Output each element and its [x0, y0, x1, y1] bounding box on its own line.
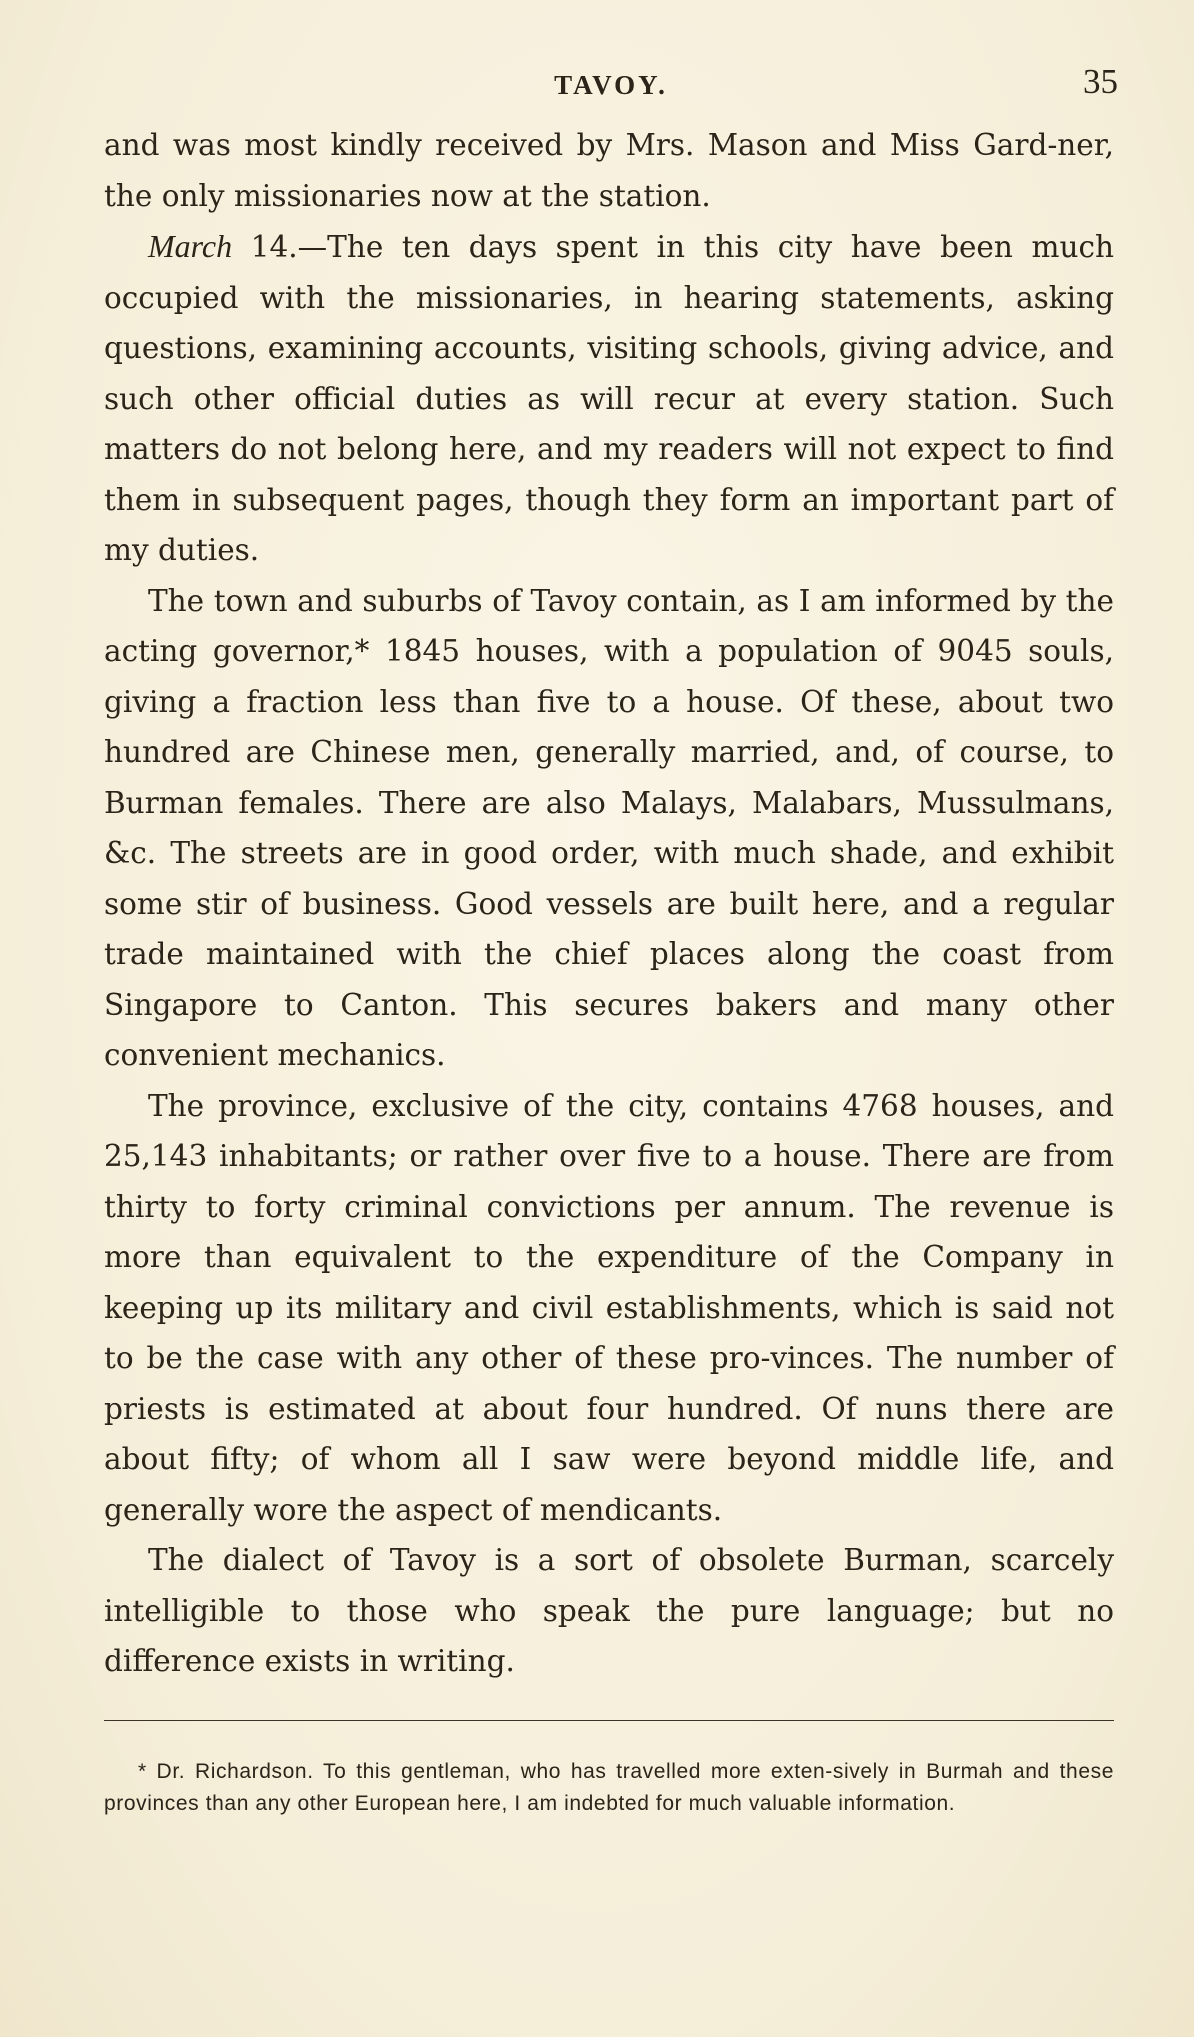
footnote-rule: [104, 1720, 1114, 1721]
paragraph-5: The dialect of Tavoy is a sort of obsolete Burman, scarcely intelligible to those who speak the pure language; but no difference exists in writing.: [104, 1543, 1114, 1678]
footnote: * Dr. Richardson. To this gentleman, who has travelled more exten-sively in Burmah and these provinces than any other European here, I am indebted for much valuable information.: [104, 1760, 1114, 1815]
running-title: TAVOY.: [554, 70, 668, 100]
paragraph-2-text: 14.—The ten days spent in this city have been much occupied with the missionaries, in hearing statements, asking questions, examining accounts, visiting schools, giving advice, and such other official duties as will recur at every station. Such matters do not belong here, and my readers will not expect to find them in subsequent pages, though they form an important part of my duties.: [104, 230, 1114, 567]
page-number: 35: [1083, 62, 1118, 101]
date-march: March: [148, 228, 233, 264]
running-head: [104, 62, 1118, 112]
body-text: [104, 120, 1114, 1687]
paragraph-1: and was most kindly received by Mrs. Mason and Miss Gard-ner, the only missionaries now at the station.: [104, 128, 1114, 213]
paragraph-4: The province, exclusive of the city, contains 4768 houses, and 25,143 inhabitants; or rather over five to a house. There are from thirty to forty criminal convictions per annum. The revenue is more than equivalent to the expenditure of the Company in keeping up its military and civil establishments, which is said not to be the case with any other of these pro-vinces. The number of priests is estimated at about four hundred. Of nuns there are about fifty; of whom all I saw were beyond middle life, and generally wore the aspect of mendicants.: [104, 1088, 1114, 1527]
paragraph-3: The town and suburbs of Tavoy contain, as I am informed by the acting governor,* 1845 houses, with a population of 9045 souls, giving a fraction less than five to a house. Of these, about two hundred are Chinese men, generally married, and, of course, to Burman females. There are also Malays, Malabars, Mussulmans, &c. The streets are in good order, with much shade, and exhibit some stir of business. Good vessels are built here, and a regular trade maintained with the chief places along the coast from Singapore to Canton. This secures bakers and many other convenient mechanics.: [104, 583, 1114, 1072]
paragraph-2: [104, 221, 1114, 576]
